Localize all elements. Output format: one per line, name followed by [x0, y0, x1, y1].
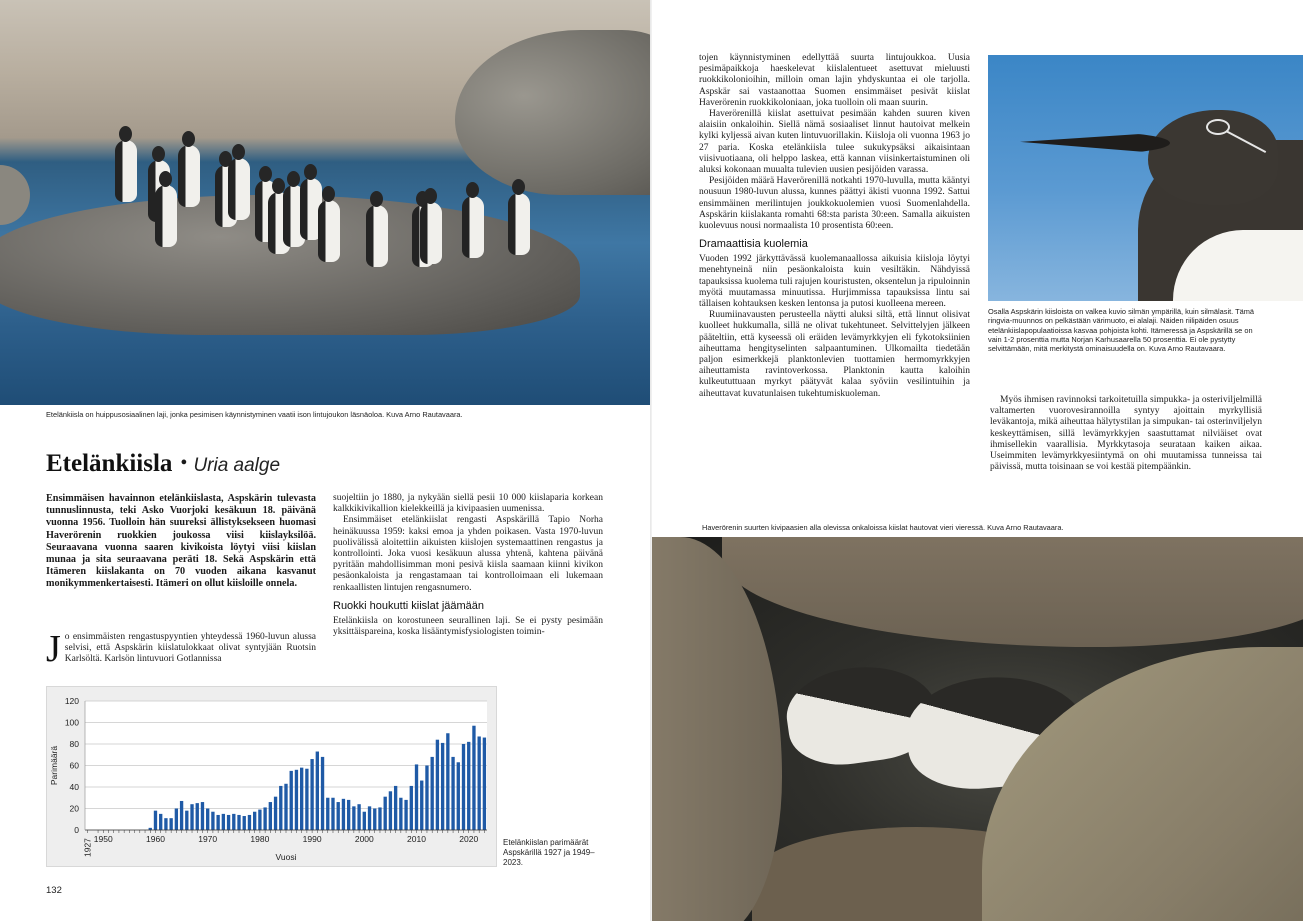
bar	[384, 797, 387, 830]
body-paragraph: Pesijöiden määrä Haverörenillä notkahti 1970-luvulla, mutta kääntyi nousuun 1980-luvun alussa, kunnes päättyi äkisti vuonna 1992. Sattui ensimmäinen merilintujen joukkokuolemien vuosi Suomenlahdella. Aspskärin kiislakanta romahti 68:sta parista 30:een. Samalla aikuisten kuolevuus nousi normaalista 10 prosentista 60:een.	[699, 176, 970, 232]
bar	[425, 766, 428, 831]
cave-guillemots-photo	[652, 537, 1303, 921]
bar	[436, 740, 439, 830]
bar	[326, 798, 329, 830]
y-tick-label: 100	[64, 717, 79, 728]
chart-canvas	[47, 687, 498, 868]
chart-caption: Etelänkiislan parimäärät Aspskärillä 1927 ja 1949–2023.	[503, 838, 595, 867]
bar	[337, 802, 340, 830]
bar	[467, 742, 470, 830]
bar	[451, 757, 454, 830]
bar	[159, 814, 162, 830]
bar	[295, 770, 298, 830]
body-paragraph: Etelänkiisla on korostuneen seurallinen laji. Se ei pysty pesimään yksittäispareina, koska lisääntymisfysiologisten toimin-	[333, 615, 603, 638]
body-paragraph	[46, 628, 316, 670]
bar	[248, 815, 251, 830]
bar	[305, 769, 308, 830]
right-page	[652, 0, 1303, 921]
x-tick-label: 1927	[82, 838, 93, 857]
species-name: Etelänkiisla	[46, 450, 173, 477]
bar	[472, 726, 475, 830]
left-page	[0, 0, 651, 921]
bridled-guillemot-photo	[988, 55, 1303, 301]
bar	[216, 815, 219, 830]
bar	[290, 771, 293, 830]
bar	[441, 743, 444, 830]
bar	[232, 814, 235, 830]
population-chart	[46, 686, 497, 867]
bar	[196, 803, 199, 830]
bar	[201, 802, 204, 830]
body-column	[46, 628, 316, 670]
bar	[253, 812, 256, 830]
body-paragraph: tojen käynnistyminen edellyttää suurta lintujoukkoa. Uusia pesimäpaikkoja haeskelevat kiislalentueet asettuvat mieluusti ruokkikolonioihin, milloin oman lajin yhdyskuntaa ei ole tarjolla. Aspskär sai vastaanottaa Suomen ensimmäiset pesivät kiislat Haverörenin ruokkikoloniaan, joka tuolloin oli maan suurin.	[699, 53, 970, 108]
x-tick-label: 1970	[198, 834, 218, 844]
rock	[455, 30, 651, 195]
title-separator: •	[180, 452, 188, 474]
guillemot	[366, 205, 388, 267]
bar	[175, 809, 178, 831]
body-column	[333, 493, 603, 638]
bar	[211, 812, 214, 830]
bar	[368, 806, 371, 830]
guillemot	[508, 193, 530, 255]
drop-cap: J	[46, 628, 61, 670]
bar	[331, 798, 334, 830]
guillemot	[178, 145, 200, 207]
bar	[420, 781, 423, 830]
body-column	[699, 53, 970, 400]
bar	[457, 762, 460, 830]
y-tick-label: 20	[69, 803, 79, 814]
bar	[269, 802, 272, 830]
bar	[378, 807, 381, 830]
rock	[0, 165, 30, 225]
body-paragraph: Haverörenillä kiislat asettuivat pesimään kahden suuren kiven alaisiin onkaloihin. Siellä nämä sosiaaliset linnut hautoivat melkein kylki kyljessä aivan kuten lintuvuorillakin. Kiisloja oli vuonna 1963 jo 27 paria. Koska etelänkiisla tulee sukukypsäksi aikaisintaan viisivuotiaana, oli helppo laskea, että kannan viisinkertaistuminen oli aluksi kokonaan muualta tulevien uusien pesijöiden varassa.	[699, 109, 970, 176]
bar	[258, 810, 261, 830]
page-number: 132	[46, 885, 62, 896]
y-tick-label: 60	[69, 760, 79, 771]
bar	[316, 752, 319, 830]
bar	[483, 738, 486, 830]
bar	[190, 804, 193, 830]
latin-name: Uria aalge	[193, 455, 281, 476]
bar	[399, 798, 402, 830]
x-tick-label: 1990	[302, 834, 322, 844]
photo-caption: Osalla Aspskärin kiisloista on valkea kuvio silmän ympärillä, kuin silmälasit. Tämä ringvia-muunnos on pelkästään värimuoto, ei alalaji. Näiden riilipäiden osuus etelänkiislapopulaatioissa kasvaa pohjoista kohti. Itämeressä ja Aspskärillä se on vain 1-2 prosenttia mutta Norjan Karhusaarella 50 prosenttia. Ei ole pystytty selvittämään, mitä merkitystä ominaisuudella on. Kuva Arno Rautavaara.	[988, 307, 1255, 354]
x-axis-title: Vuosi	[275, 852, 297, 862]
bar	[347, 800, 350, 830]
bar	[206, 809, 209, 831]
intro-text: Ensimmäisen havainnon etelänkiislasta, Aspskärin tulevasta tunnuslinnusta, teki Asko Vuorjoki kesäkuun 18. päivänä vuonna 1956. Tuolloin hän suureksi ällistyksekseen huomasi Haverörenin ruokkien joukossa viisi kiislayksilöä. Seuraavana vuonna saaren kivikoista löytyi viisi kiislan munaa ja sita seuraavana peräti 18. Sekä Aspskärin että Itämeren kiislakanta on 70 vuoden aikana kasvanut monikymmenkertaisesti. Itämeri on ollut kiisloille onnela.	[46, 493, 316, 590]
y-tick-label: 80	[69, 739, 79, 749]
guillemot	[228, 158, 250, 220]
section-heading: Ruokki houkutti kiislat jäämään	[333, 599, 485, 612]
bar	[310, 759, 313, 830]
guillemot	[420, 202, 442, 264]
bar	[180, 801, 183, 830]
bar	[274, 797, 277, 830]
bar	[284, 784, 287, 830]
x-tick-label: 2000	[354, 834, 374, 844]
bar	[477, 736, 480, 830]
guillemots-on-rock-photo	[0, 0, 651, 405]
bar	[404, 800, 407, 830]
bar	[446, 733, 449, 830]
body-paragraph: Ruumiinavausten perusteella näytti aluksi siltä, että linnut olisivat kuolleet hukkumalla, sillä ne olivat tukehtuneet. Selvittelyjen jälkeen pääteltiin, että kyseessä oli eräiden levämyrkkyjen eli fykotoksiinien aiheuttama hengityselinten salpaantuminen. Ulkomailta tiedetään paljon esimerkkejä planktonlevien tuottamien hermomyrkkyjen aiheuttamista ravintoverkossa. Planktonin kautta kaloihin kulkeututtuaan myrkyt päätyvät kalaa syöviin vesilintuihin ja aiheuttavat kuvatunlaisen tukehtumiskuoleman.	[699, 310, 970, 399]
guillemot	[462, 196, 484, 258]
y-tick-label: 0	[74, 825, 79, 835]
article-title	[46, 450, 280, 478]
body-column	[990, 395, 1262, 473]
bar	[394, 786, 397, 830]
intro-paragraph	[46, 493, 316, 591]
section-heading: Dramaattisia kuolemia	[699, 238, 808, 251]
bar	[300, 768, 303, 830]
bar	[321, 757, 324, 830]
x-tick-label: 1960	[146, 834, 165, 844]
bar	[237, 815, 240, 830]
body-paragraph: Ensimmäiset etelänkiislat rengasti Aspskärillä Tapio Norha heinäkuussa 1959: kaksi emoa ja yhden poikasen. Vasta 1970-luvun puolivälissä aloitettiin aikuisten kiislojen systemaattinen rengastus ja kontrollointi. Joka vuosi kesäkuun alussa yhtenä, kahtena päivänä pyritään mahdollisimman moni pesivä kiisla saamaan kiinni kivikon pesäonkaloista ja rengastamaan tai kontrolloimaan eli lukemaan renkaallisten lintujen rengasnumero.	[333, 515, 603, 593]
bar	[227, 815, 230, 830]
guillemot	[318, 200, 340, 262]
body-paragraph: Myös ihmisen ravinnoksi tarkoitetuilla simpukka- ja osteriviljelmillä valtamerten vuorovesirannoilla syntyy ajoittain myrkyllisiä leväkantoja, mikä aiheuttaa hälytystilan ja simpukan- tai osterinviljelyn keskeyttämisen, sillä levämyrkkyjen saastuttamat nilviäiset ovat ihmisellekin vaarallisia. Myrkkytasoja seurataan kaiken aikaa. Useimmiten levämyrkkyesiintymä on ohi muutamissa tunneissa tai päivissä, mutta toisinaan se voi kestää pitempäänkin.	[990, 395, 1262, 473]
bar	[185, 811, 188, 830]
bar	[154, 811, 157, 830]
y-axis-title: Parimäärä	[49, 745, 59, 786]
bar	[169, 818, 172, 830]
rock	[722, 537, 1303, 647]
photo-caption: Etelänkiisla on huippusosiaalinen laji, jonka pesimisen käynnistyminen vaatii ison lintujoukon läsnäoloa. Kuva Arno Rautavaara.	[46, 410, 463, 419]
bar	[342, 799, 345, 830]
bar	[279, 786, 282, 830]
y-tick-label: 120	[64, 696, 79, 706]
bar	[389, 791, 392, 830]
bar	[462, 744, 465, 830]
bar	[410, 786, 413, 830]
bar	[164, 818, 167, 830]
x-tick-label: 1950	[93, 834, 113, 844]
bar	[243, 816, 246, 830]
y-tick-label: 40	[69, 782, 79, 792]
photo-caption: Haverörenin suurten kivipaasien alla olevissa onkaloissa kiislat hautovat vieri vieressä. Kuva Arno Rautavaara.	[702, 523, 1064, 532]
bar	[357, 804, 360, 830]
guillemot	[115, 140, 137, 202]
body-paragraph: suojeltiin jo 1880, ja nykyään siellä pesii 10 000 kiislaparia korkean kalkkikivikallion kielekkeillä ja kivipaasien uumenissa.	[333, 493, 603, 515]
bar	[363, 812, 366, 830]
bird-beak	[1020, 132, 1170, 154]
guillemot	[155, 185, 177, 247]
x-tick-label: 2010	[407, 834, 426, 844]
x-tick-label: 2020	[459, 834, 479, 844]
bar	[373, 809, 376, 831]
body-paragraph: Vuoden 1992 järkyttävässä kuolemanaallossa aikuisia kiisloja löytyi menehtyneinä niin pesäonkaloista kuin vesiltäkin. Nähdyissä tapauksissa kuolema tuli rajujen kouristusten, oksentelun ja ripuloinnin myötä muutamassa minuutissa. Hurjimmissa tapauksissa lintu sai tällaisen kohtauksen kesken lentonsa ja putosi kuolleena mereen.	[699, 254, 970, 310]
body-text: o ensimmäisten rengastuspyyntien yhteydessä 1960-luvun alussa selvisi, että Aspskärin kiislatulokkaat olivat syntyjään Ruotsin Karlsöltä. Karlsön lintuvuori Gotlannissa	[64, 632, 316, 665]
bar	[415, 764, 418, 830]
bar	[263, 807, 266, 830]
x-tick-label: 1980	[250, 834, 270, 844]
bar	[222, 814, 225, 830]
bar	[352, 806, 355, 830]
bar	[431, 757, 434, 830]
